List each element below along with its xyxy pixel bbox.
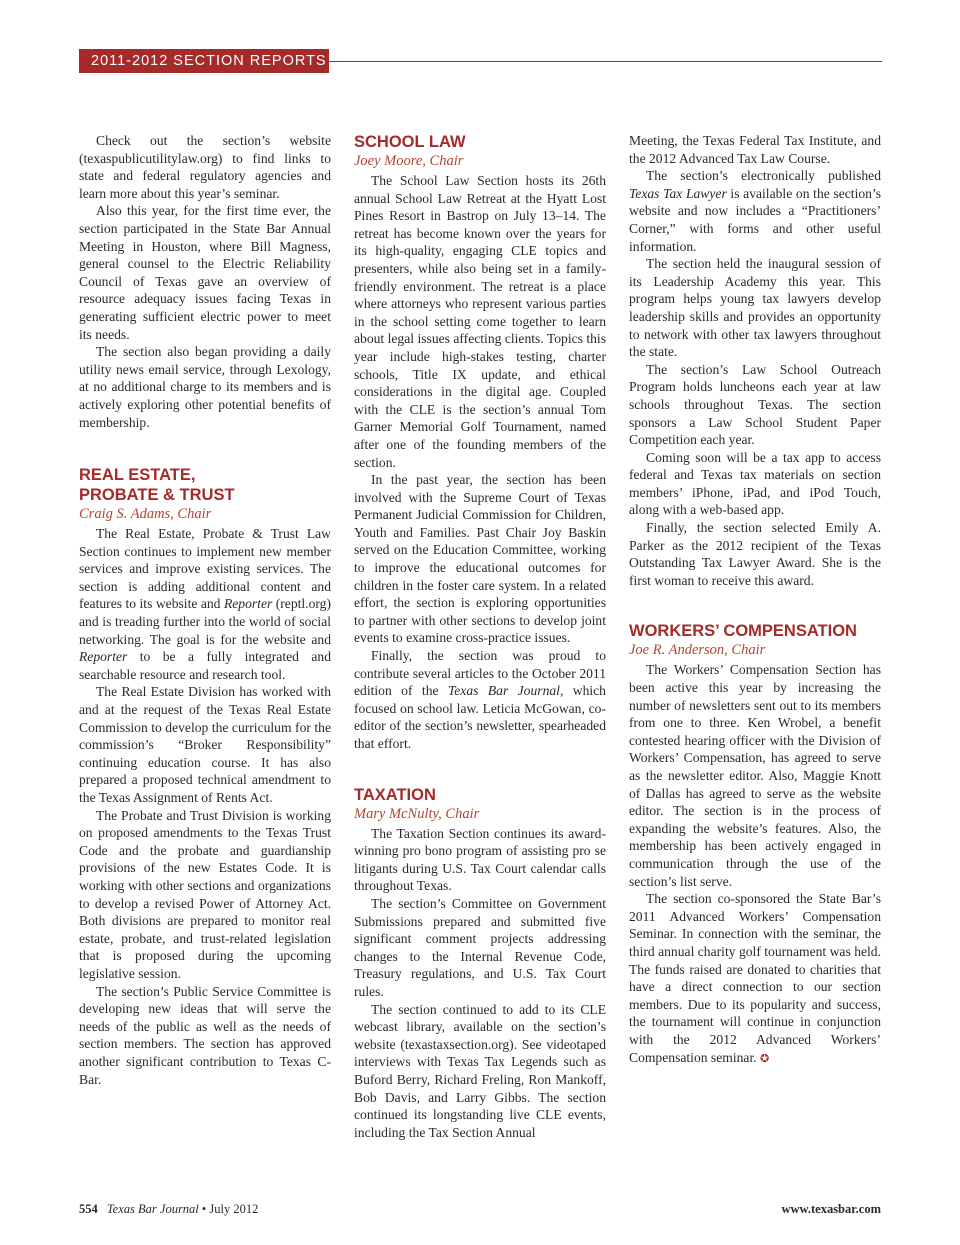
section-header-label: 2011-2012 SECTION REPORTS — [91, 53, 327, 69]
utility-paragraph-2: Also this year, for the first time ever, the section participated in the State Bar Annual Meeting in Houston, where Bill Magness, general counsel to the Electric Reliability Council of Texas gave an overview of resource adequacy issues facing Texas in generating sufficient electric power to meet its needs. — [79, 203, 331, 342]
real-estate-title-line-2: PROBATE & TRUST — [79, 486, 235, 505]
text-span: Finally, the section was proud to contribute several articles to the October 2011 edition of the — [354, 648, 606, 699]
school-law-title: SCHOOL LAW — [354, 133, 466, 151]
header-rule — [329, 61, 882, 62]
school-law-paragraph-3 — [354, 647, 606, 753]
taxation-paragraph-3-continued: Meeting, the Texas Federal Tax Institute, and the 2012 Advanced Tax Law Course. — [629, 133, 881, 166]
journal-title: Texas Bar Journal — [447, 683, 560, 699]
column-3 — [629, 132, 881, 1068]
workers-comp-title: WORKERS’ COMPENSATION — [629, 622, 857, 641]
publication-title: Texas Tax Lawyer — [629, 185, 727, 201]
taxation-paragraph-7: Coming soon will be a tax app to access federal and Texas tax materials on section members’ iPhone, iPad, and iPod Touch, along with a web-based app. — [629, 449, 881, 518]
reporter-title: Reporter — [79, 649, 128, 665]
text-span: The Real Estate, Probate & Trust Law Section continues to implement new member services and improve existing services. The section is adding additional content and features to its website and — [79, 526, 331, 612]
column-2 — [354, 132, 606, 1141]
utility-paragraph-1: Check out the section’s website (texaspublicutilitylaw.org) to find links to state and federal regulatory agencies and learn more about this year’s seminar. — [79, 133, 331, 201]
taxation-title: TAXATION — [354, 785, 436, 804]
website-url: www.texasbar.com — [781, 1202, 881, 1216]
school-law-paragraph-2: In the past year, the section has been involved with the Supreme Court of Texas Permanent Judicial Commission for Children, Youth and Families. Past Chair Joy Baskin served on the Education Committee, working to improve the educational outcomes for children in the foster care system. In a related effort, the section is exploring opportunities to partner with other sections to develop joint events to examine cross-practice issues. — [354, 472, 606, 646]
real-estate-paragraph-3: The Probate and Trust Division is working on proposed amendments to the Texas Trust Code and the probate and guardianship provisions of the new Estates Code. It is working with other sections and organizations to develop a revised Power of Attorney Act. Both divisions are prepared to monitor real estate, probate, and trust-related legislation that is proposed during the upcoming legislative session. — [79, 807, 331, 981]
text-span: , which focused on school law. Leticia McGowan, co-editor of the section’s newsletter, spearheaded that effort. — [354, 683, 606, 751]
taxation-paragraph-6: The section’s Law School Outreach Program holds luncheons each year at law schools throughout Texas. The section sponsors a Law School Student Paper Competition each year. — [629, 361, 881, 448]
section-header-bar — [79, 49, 329, 73]
text-span: The section’s electronically published — [646, 168, 881, 184]
text-span: The section co-sponsored the State Bar’s 2011 Advanced Workers’ Compensation Seminar. In connection with the seminar, the third annual charity golf tournament was held. The funds raised are donated to charities that have a direct connection to our section members. Due to its popularity and success, the tournament will continue in conjunction with the 2012 Advanced Workers’ Compensation seminar. — [629, 891, 881, 1065]
utility-paragraph-3: The section also began providing a daily utility news email service, through Lexology, at no additional charge to its members and is actively exploring other potential benefits of membership. — [79, 344, 331, 430]
real-estate-paragraph-1 — [79, 525, 331, 683]
text-span: (reptl.org) and is treading further into the world of social networking. The goal is for the website and — [79, 596, 331, 647]
real-estate-paragraph-2: The Real Estate Division has worked with and at the request of the Texas Real Estate Commission to develop the curriculum for the commission’s “Broker Responsibility” continuing education course. It has also prepared a proposed technical amendment to the Texas Assignment of Rents Act. — [79, 684, 331, 805]
text-span: to be a fully integrated and searchable resource and research tool. — [79, 649, 331, 682]
issue-date: July 2012 — [209, 1202, 259, 1216]
workers-comp-paragraph-1: The Workers’ Compensation Section has been active this year by increasing the number of newsletters sent out to its members from one to three. Ken Wrobel, a benefit contested hearing officer with the Division of Workers’ Compensation, has agreed to serve as the newsletter editor. Also, Maggie Knott of Dallas has agreed to serve as the website editor. The section is in the process of expanding the website’s features. Also, the membership has been actively engaged in communication through the use of the section’s list serve. — [629, 662, 881, 889]
workers-comp-chair: Joe R. Anderson, Chair — [629, 642, 766, 659]
journal-name: Texas Bar Journal — [106, 1202, 199, 1216]
taxation-chair: Mary McNulty, Chair — [354, 805, 480, 822]
footer-left — [79, 1202, 258, 1217]
real-estate-title-line-1: REAL ESTATE, — [79, 466, 196, 485]
school-law-paragraph-1: The School Law Section hosts its 26th annual School Law Retreat at the Hyatt Lost Pines Resort in Bastrop on July 13–14. The retreat has become known over the years for its high-quality, engaging CLE topics and presenters, while also being set in a family-friendly environment. The retreat is a place where attorneys who represent various parties in the school setting come together to learn about legal issues affecting clients. Topics this year include high-stakes testing, charter schools, Title IX update, and ethical considerations in the digital age. Coupled with the CLE is the section’s annual Tom Garner Memorial Golf Tournament, named after one of the founding members of the section. — [354, 173, 606, 470]
taxation-paragraph-3: The section continued to add to its CLE webcast library, available on the section’s website (texastaxsection.org). See videotaped interviews with Texas Tax Legends such as Buford Berry, Richard Freling, Ron Mankoff, Bob Davis, and Larry Gibbs. The section continued its longstanding live CLE events, including the Tax Section Annual — [354, 1001, 606, 1140]
page-number: 554 — [79, 1202, 98, 1216]
taxation-paragraph-1: The Taxation Section continues its award-winning pro bono program of assisting pro se litigants during U.S. Tax Court calendar calls throughout Texas. — [354, 825, 606, 894]
end-mark-icon: ✪ — [760, 1052, 770, 1065]
taxation-paragraph-5: The section held the inaugural session of its Leadership Academy this year. This program helps young tax lawyers develop leadership skills and provides an opportunity to network with other tax lawyers throughout the state. — [629, 256, 881, 360]
taxation-paragraph-2: The section’s Committee on Government Submissions prepared and submitted five significant comment projects addressing changes to the Internal Revenue Code, Treasury regulations, and U.S. Tax Court rules. — [354, 895, 606, 999]
real-estate-title — [79, 465, 331, 505]
footer-separator: • — [201, 1202, 207, 1216]
taxation-paragraph-8: Finally, the section selected Emily A. Parker as the 2012 recipient of the Texas Outstanding Tax Lawyer Award. She is the first woman to receive this award. — [629, 520, 881, 588]
real-estate-chair: Craig S. Adams, Chair — [79, 506, 212, 523]
workers-comp-paragraph-2 — [629, 890, 881, 1068]
reporter-title: Reporter — [223, 596, 273, 612]
column-1 — [79, 132, 331, 1088]
taxation-paragraph-4 — [629, 167, 881, 255]
text-span: is available on the section’s website and now includes a “Practitioners’ Corner,” with forms and other useful information. — [629, 185, 882, 254]
school-law-chair: Joey Moore, Chair — [354, 153, 464, 169]
real-estate-paragraph-4: The section’s Public Service Committee is developing new ideas that will serve the needs of the public as well as the needs of section members. The section has approved another significant contribution to Texas C-Bar. — [79, 983, 331, 1087]
